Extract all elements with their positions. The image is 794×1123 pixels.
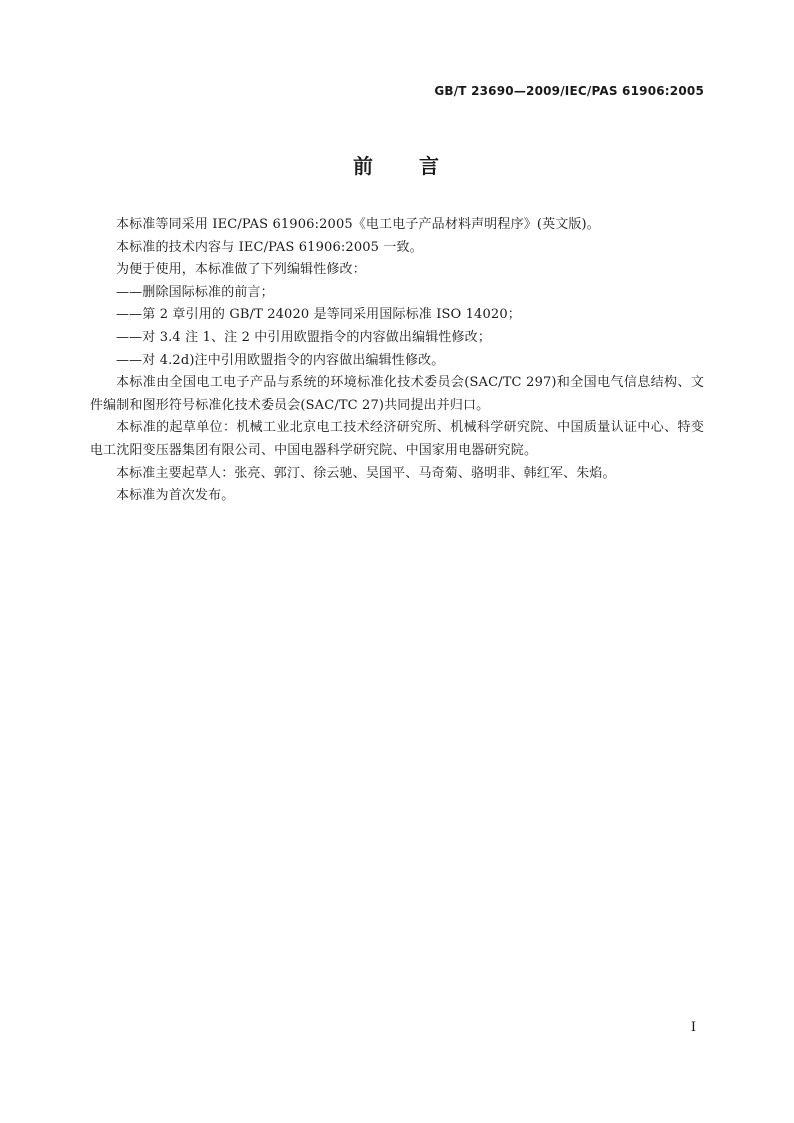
paragraph-drafters: 本标准主要起草人：张亮、郭汀、徐云驰、吴国平、马奇菊、骆明非、韩红军、朱焰。 xyxy=(116,465,616,481)
page-number: I xyxy=(690,1020,696,1035)
paragraph-adoption: 本标准等同采用 IEC/PAS 61906:2005《电工电子产品材料声明程序》(英文版)。 xyxy=(116,217,600,232)
paragraph-edits-intro: 为便于使用，本标准做了下列编辑性修改： xyxy=(116,262,366,278)
paragraph-drafting-units: 本标准的起草单位：机械工业北京电工技术经济研究所、机械科学研究院、中国质量认证中心、特变电工沈阳变压器集团有限公司、中国电器科学研究院、中国家用电器研究院。 xyxy=(90,420,704,458)
list-item: ——第 2 章引用的 GB/T 24020 是等同采用国际标准 ISO 14020； xyxy=(116,307,521,323)
list-item: ——对 3.4 注 1、注 2 中引用欧盟指令的内容做出编辑性修改； xyxy=(116,329,491,345)
list-item: ——对 4.2d)注中引用欧盟指令的内容做出编辑性修改。 xyxy=(116,352,445,368)
paragraph-first-release: 本标准为首次发布。 xyxy=(116,488,235,504)
page-title: 前 言 xyxy=(353,154,441,178)
paragraph-proposed-by: 本标准由全国电工电子产品与系统的环境标准化技术委员会(SAC/TC 297)和全国电气信息结构、文件编制和图形符号标准化技术委员会(SAC/TC 27)共同提出并归口。 xyxy=(90,375,704,413)
foreword-body xyxy=(90,214,704,508)
standard-code-header: GB/T 23690—2009/IEC/PAS 61906:2005 xyxy=(434,84,704,98)
list-item: ——删除国际标准的前言； xyxy=(116,284,274,300)
paragraph-consistency: 本标准的技术内容与 IEC/PAS 61906:2005 一致。 xyxy=(116,239,423,255)
